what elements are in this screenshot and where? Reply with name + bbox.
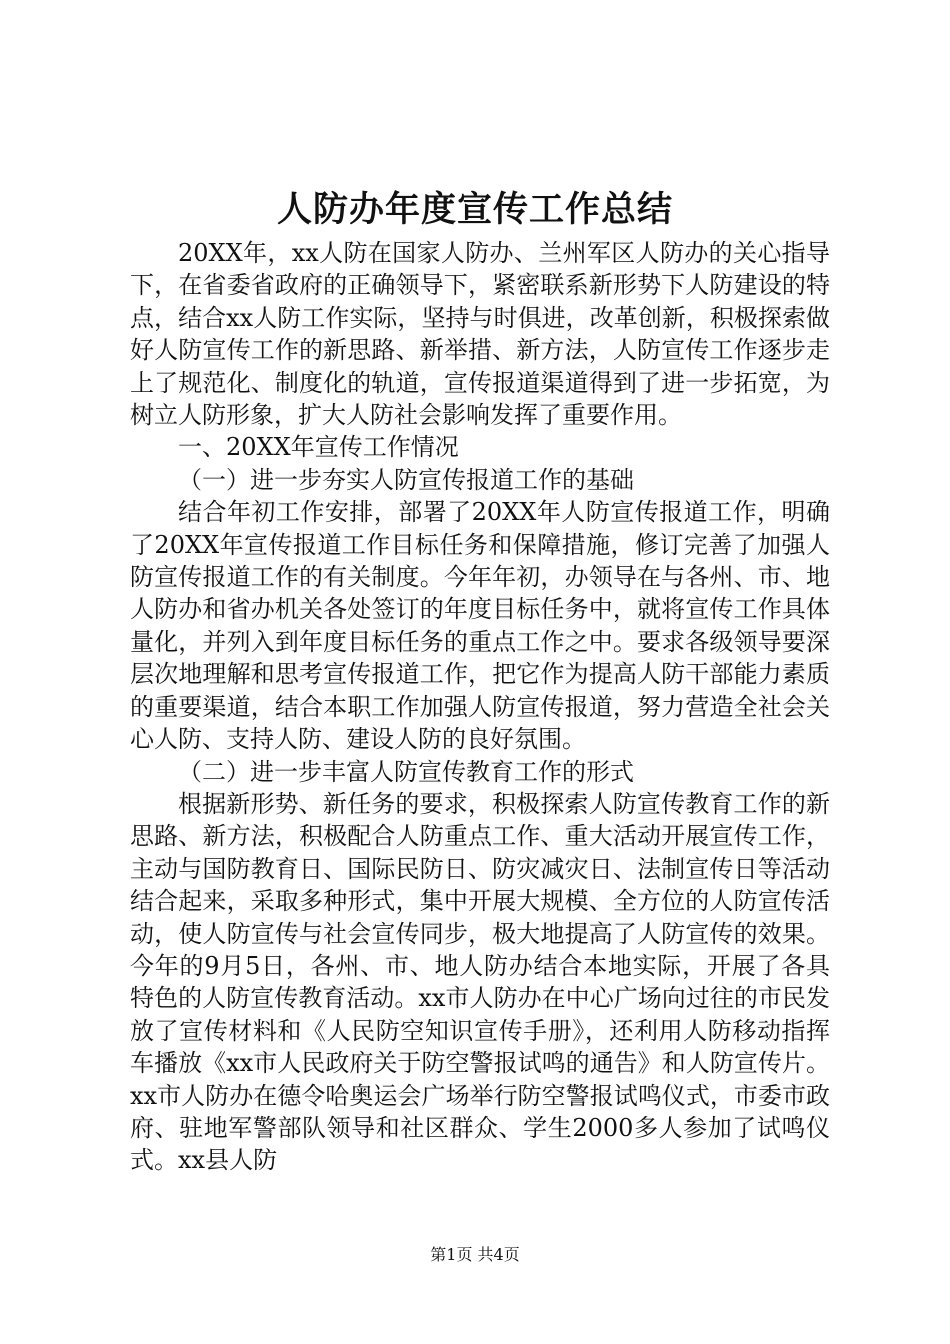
document-title: 人防办年度宣传工作总结	[276, 189, 673, 230]
body-paragraph-2: 根据新形势、新任务的要求，积极探索人防宣传教育工作的新思路、新方法，积极配合人防重点工作、重大活动开展宣传工作，主动与国防教育日、国际民防日、防灾减灾日、法制宣传日等活动结合起来，采取多种形式，集中开展大规模、全方位的人防宣传活动，使人防宣传与社会宣传同步，极大地提高了人防宣传的效果。今年的9月5日，各州、市、地人防办结合本地实际，开展了各具特色的人防宣传教育活动。xx市人防办在中心广场向过往的市民发放了宣传材料和《人民防空知识宣传手册》，还利用人防移动指挥车播放《xx市人民政府关于防空警报试鸣的通告》和人防宣传片。xx市人防办在德令哈奥运会广场举行防空警报试鸣仪式，市委市政府、驻地军警部队领导和社区群众、学生2000多人参加了试鸣仪式。xx县人防	[130, 789, 830, 1175]
body-paragraph-1: 结合年初工作安排，部署了20XX年人防宣传报道工作，明确了20XX年宣传报道工作目标任务和保障措施，修订完善了加强人防宣传报道工作的有关制度。今年年初，办领导在与各州、市、地人防办和省办机关各处签订的年度目标任务中，就将宣传工作具体量化，并列入到年度目标任务的重点工作之中。要求各级领导要深层次地理解和思考宣传报道工作，把它作为提高人防干部能力素质的重要渠道，结合本职工作加强人防宣传报道，努力营造全社会关心人防、支持人防、建设人防的良好氛围。	[130, 498, 830, 754]
subsection-heading-1: （一）进一步夯实人防宣传报道工作的基础	[178, 465, 634, 494]
document-body	[130, 237, 830, 1177]
page-footer: 第1页 共4页	[430, 1245, 520, 1264]
section-heading: 一、20XX年宣传工作情况	[178, 433, 459, 462]
intro-paragraph: 20XX年，xx人防在国家人防办、兰州军区人防办的关心指导下，在省委省政府的正确领导下，紧密联系新形势下人防建设的特点，结合xx人防工作实际，坚持与时俱进，改革创新，积极探索做好人防宣传工作的新思路、新举措、新方法，人防宣传工作逐步走上了规范化、制度化的轨道，宣传报道渠道得到了进一步拓宽，为树立人防形象，扩大人防社会影响发挥了重要作用。	[130, 239, 830, 430]
subsection-heading-2: （二）进一步丰富人防宣传教育工作的形式	[178, 757, 634, 786]
